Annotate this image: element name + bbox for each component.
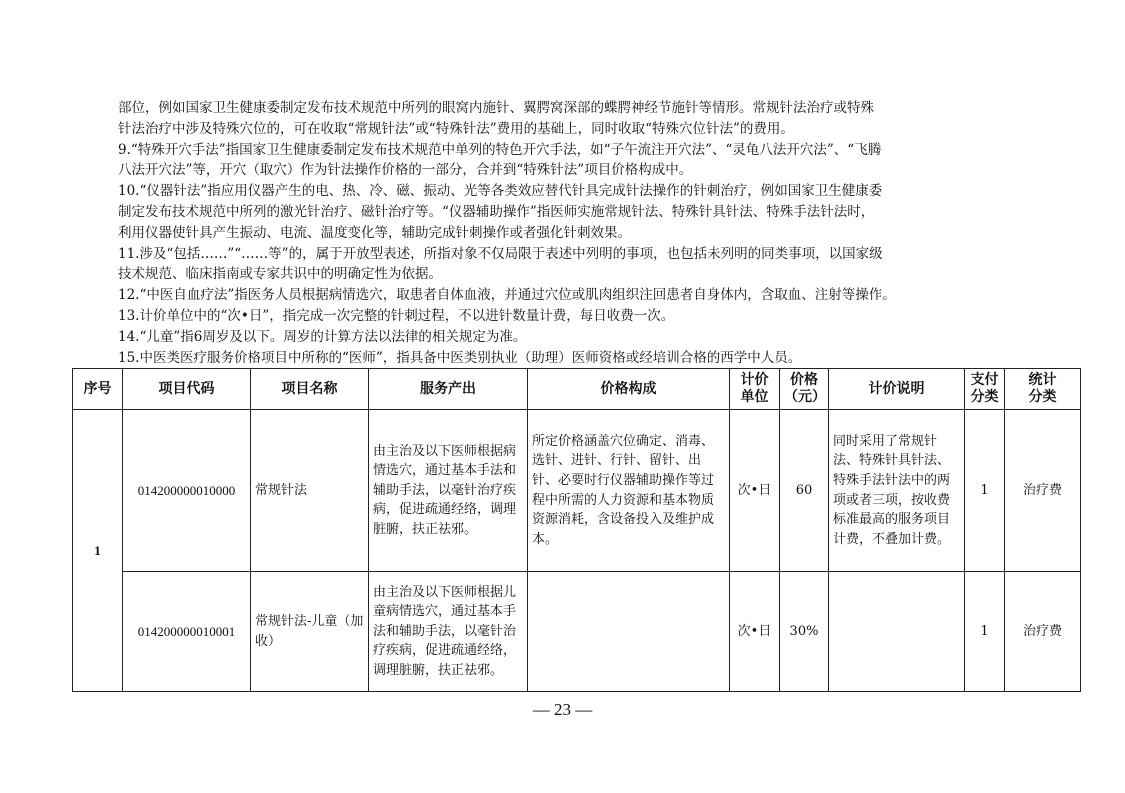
header-pay-line2: 分类 <box>970 389 999 405</box>
row-seq: 1 <box>73 410 123 692</box>
row-output: 由主治及以下医师根据儿童病情选穴，通过基本手法和辅助手法，以毫针治疗疾病，促进疏通经络，调理脏腑，扶正祛邪。 <box>369 572 528 692</box>
note-line: 制定发布技术规范中所列的激光针治疗、磁针治疗等。“仪器辅助操作”指医师实施常规针法、特殊针具针法、特殊手法针法时， <box>118 203 875 220</box>
note-line: 11.涉及“包括……”“……等”的，属于开放型表述，所指对象不仅局限于表述中列明的事项，也包括未列明的同类事项，以国家级 <box>118 245 883 262</box>
row-composition <box>528 572 730 692</box>
table-header-row <box>73 369 1081 410</box>
fee-table <box>72 368 1081 692</box>
note-line: 15.中医类医疗服务价格项目中所称的“医师”，指具备中医类别执业（助理）医师资格或经培训合格的西学中人员。 <box>118 349 802 366</box>
row-pay: 1 <box>965 410 1005 572</box>
header-unit <box>730 369 780 410</box>
header-output: 服务产出 <box>369 369 528 410</box>
note-line: 利用仪器使针具产生振动、电流、温度变化等，辅助完成针刺操作或者强化针刺效果。 <box>118 224 631 241</box>
row-code: 014200000010001 <box>123 572 251 692</box>
header-name: 项目名称 <box>251 369 369 410</box>
row-note: 同时采用了常规针法、特殊针具针法、特殊手法针法中的两项或者三项，按收费标准最高的服务项目计费，不叠加计费。 <box>829 410 965 572</box>
row-name: 常规针法 <box>251 410 369 572</box>
header-note: 计价说明 <box>829 369 965 410</box>
note-line: 八法开穴法”等，开穴（取穴）作为针法操作价格的一部分，合并到“特殊针法”项目价格构成中。 <box>118 162 693 179</box>
row-name: 常规针法-儿童（加收） <box>251 572 369 692</box>
row-unit: 次•日 <box>730 410 780 572</box>
table-row <box>73 410 1081 572</box>
header-seq: 序号 <box>73 369 123 410</box>
header-pay-line1: 支付 <box>970 372 999 388</box>
note-line: 针法治疗中涉及特殊穴位的，可在收取“常规针法”或“特殊针法”费用的基础上，同时收取“特殊穴位针法”的费用。 <box>118 120 794 137</box>
note-line: 9.“特殊开穴手法”指国家卫生健康委制定发布技术规范中单列的特色开穴手法，如“子午流注开穴法”、“灵龟八法开穴法”、“飞腾 <box>118 141 882 158</box>
row-composition: 所定价格涵盖穴位确定、消毒、选针、进针、行针、留针、出针、必要时行仪器辅助操作等过程中所需的人力资源和基本物质资源消耗，含设备投入及维护成本。 <box>528 410 730 572</box>
note-line: 部位，例如国家卫生健康委制定发布技术规范中所列的眼窝内施针、翼腭窝深部的蝶腭神经节施针等情形。常规针法治疗或特殊 <box>118 100 874 116</box>
row-pay: 1 <box>965 572 1005 692</box>
notes-section <box>118 98 1038 368</box>
row-price: 30% <box>780 572 829 692</box>
row-price: 60 <box>780 410 829 572</box>
header-unit-line2: 单位 <box>740 389 769 405</box>
row-stat: 治疗费 <box>1005 410 1081 572</box>
header-price <box>780 369 829 410</box>
row-stat: 治疗费 <box>1005 572 1081 692</box>
header-stat-line1: 统计 <box>1028 372 1057 388</box>
header-composition: 价格构成 <box>528 369 730 410</box>
header-price-line2: （元） <box>784 389 826 405</box>
header-pay <box>965 369 1005 410</box>
row-unit: 次•日 <box>730 572 780 692</box>
note-line: 10.“仪器针法”指应用仪器产生的电、热、冷、磁、振动、光等各类效应替代针具完成针法操作的针刺治疗，例如国家卫生健康委 <box>118 183 883 200</box>
note-line: 技术规范、临床指南或专家共识中的明确定性为依据。 <box>118 266 442 283</box>
row-note <box>829 572 965 692</box>
row-output: 由主治及以下医师根据病情选穴，通过基本手法和辅助手法，以毫针治疗疾病，促进疏通经络，调理脏腑，扶正祛邪。 <box>369 410 528 572</box>
header-stat-line2: 分类 <box>1028 389 1057 405</box>
note-line: 12.“中医自血疗法”指医务人员根据病情选穴，取患者自体血液，并通过穴位或肌肉组织注回患者自身体内，含取血、注射等操作。 <box>118 287 896 304</box>
note-line: 13.计价单位中的“次•日”，指完成一次完整的针刺过程，不以进针数量计费，每日收费一次。 <box>118 307 675 324</box>
row-code: 014200000010000 <box>123 410 251 572</box>
note-line: 14.“儿童”指6周岁及以下。周岁的计算方法以法律的相关规定为准。 <box>118 328 527 345</box>
page-number: — 23 — <box>532 700 593 719</box>
header-code: 项目代码 <box>123 369 251 410</box>
header-stat <box>1005 369 1081 410</box>
header-unit-line1: 计价 <box>740 372 769 388</box>
table-row <box>73 572 1081 692</box>
header-price-line1: 价格 <box>790 372 818 388</box>
